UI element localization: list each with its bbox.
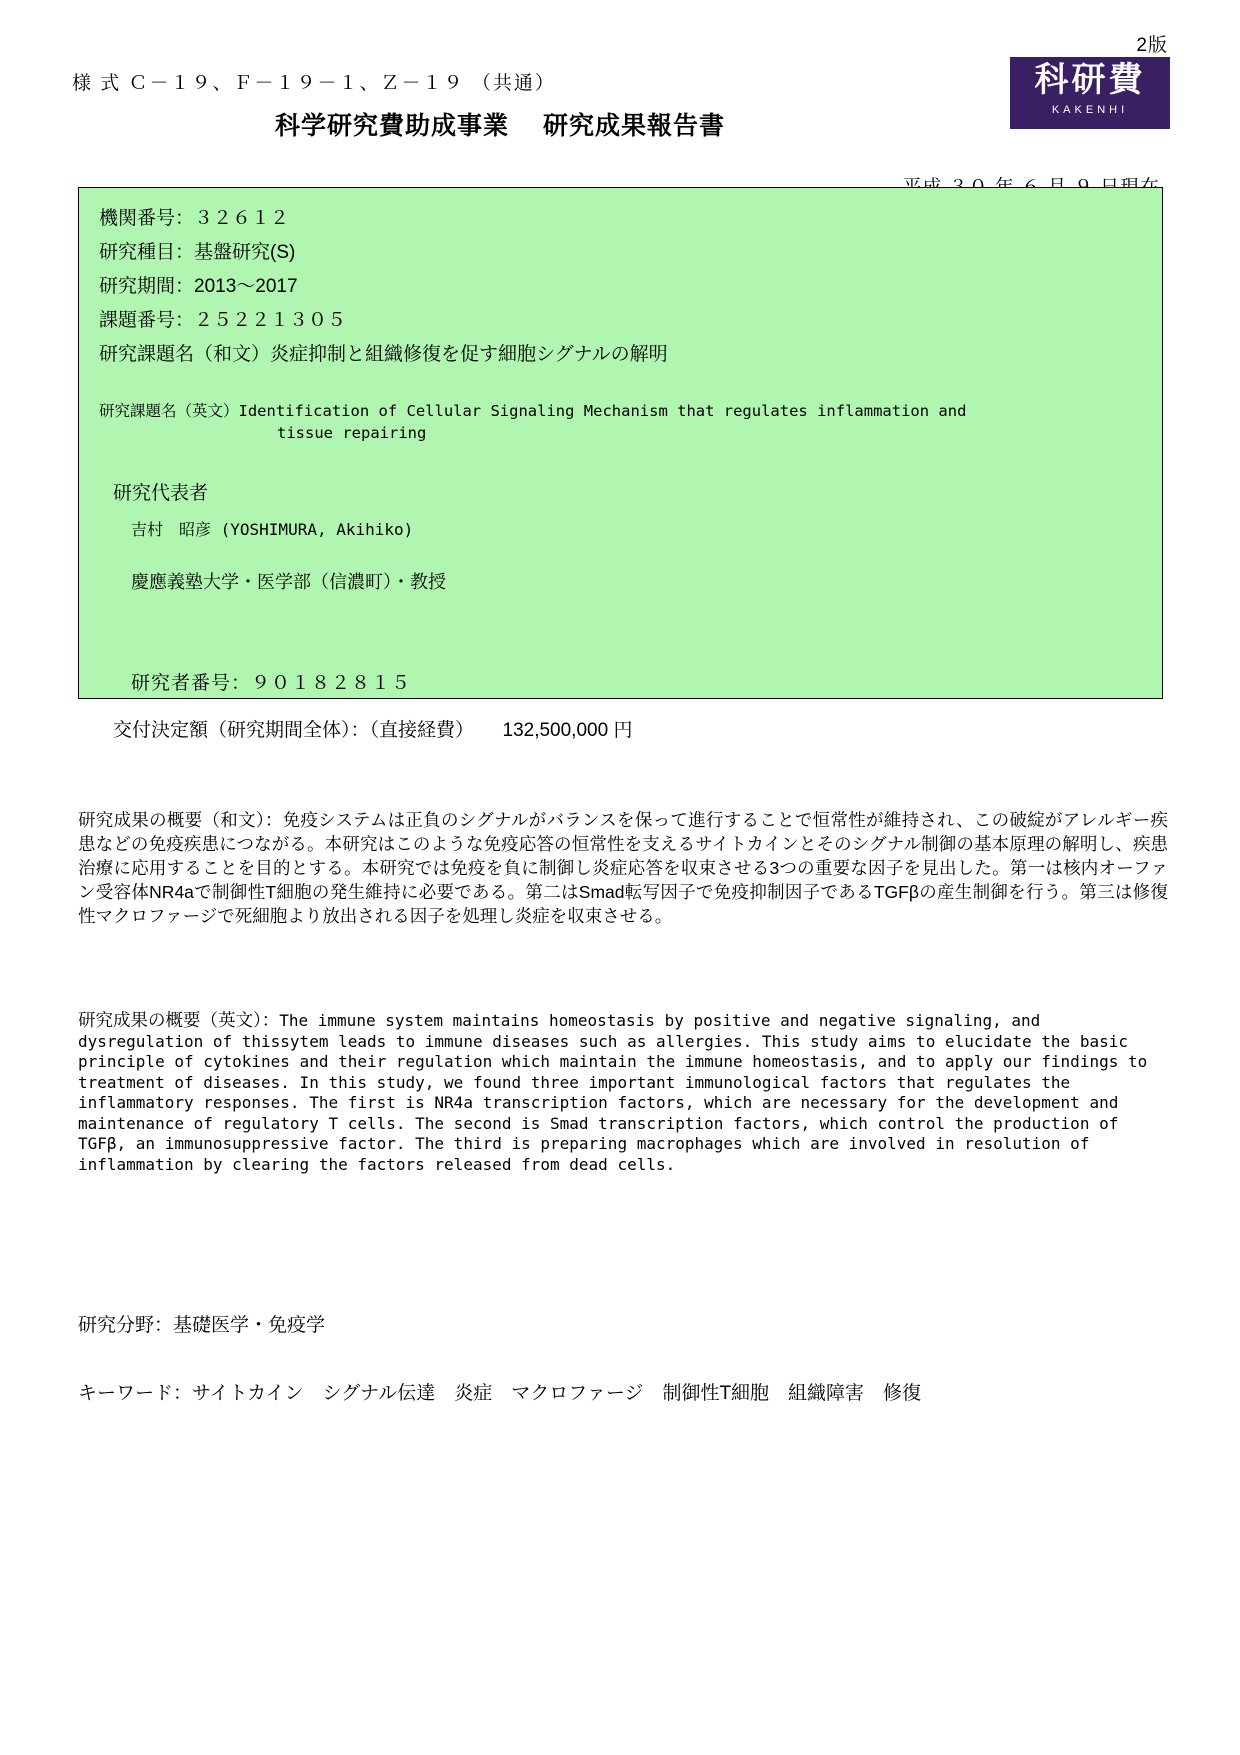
abstract-japanese: 研究成果の概要（和文）：免疫システムは正負のシグナルがバランスを保って進行することで恒常性が維持され、この破綻がアレルギー疾患などの免疫疾患につながる。本研究はこのような免疫応答の恒常性を支えるサイトカインとそのシグナル制御の基本原理の解明し、疾患治療に応用することを目的とする。本研究では免疫を負に制御し炎症応答を収束させる3つの重要な因子を見出した。第一は核内オーファン受容体NR4aで制御性T細胞の発生維持に必要である。第二はSmad転写因子で免疫抑制因子であるTGFβの産生制御を行う。第三は修復性マクロファージで死細胞より放出される因子を処理し炎症を収束させる。 — [78, 810, 1168, 926]
kakenhi-logo — [1010, 57, 1170, 129]
institution-number: 機関番号：３２６１２ — [99, 208, 290, 229]
abstract-english — [78, 1010, 1168, 1175]
project-title-en — [99, 400, 1142, 444]
page-title — [0, 106, 1000, 142]
project-title-en-label: 研究課題名（英文） — [99, 402, 239, 420]
researcher-number: 研究者番号：９０１８２８１５ — [131, 673, 412, 694]
grant-amount: 交付決定額（研究期間全体）：（直接経費） 132,500,000 円 — [113, 720, 633, 741]
abstract-english-text: The immune system maintains homeostasis by positive and negative signaling, and dysregulation of thissytem leads to immune diseases such as allergies. This study aims to elucidate the basic principle of cytokines and their regulation which maintain the immune homeostasis, and to apply our findings to treatment of diseases. In this study, we found three important immunological factors that regulates the inflammatory responses. The first is NR4a transcription factors, which are necessary for the development and maintenance of regulatory T cells. The second is Smad transcription factors, which control the production of TGFβ, an immunosuppressive factor. The third is preparing macrophages which are involved in resolution of inflammation by clearing the factors released from dead cells. — [78, 1011, 1148, 1174]
project-info-box — [78, 187, 1163, 741]
representative-name: 吉村 昭彦 (YOSHIMURA, Akihiko) — [131, 520, 414, 539]
abstract-english-label: 研究成果の概要（英文）： — [78, 1010, 280, 1030]
research-category: 研究種目：基盤研究(S) — [99, 242, 296, 263]
research-period: 研究期間：2013〜2017 — [99, 276, 298, 297]
project-title-en-line2: tissue repairing — [277, 424, 427, 442]
keywords: キーワード：サイトカイン シグナル伝達 炎症 マクロファージ 制御性T細胞 組織障害 修復 — [78, 1383, 922, 1404]
project-number: 課題番号：２５２２１３０５ — [99, 310, 347, 331]
page-title-left: 科学研究費助成事業 — [274, 113, 509, 140]
project-title-en-line1: Identification of Cellular Signaling Mechanism that regulates inflammation and — [238, 402, 967, 420]
logo-sub-text: KAKENHI — [1051, 104, 1129, 116]
form-code-label: 様 式 Ｃ－１９、Ｆ－１９－１、Ｚ－１９ （共通） — [72, 73, 556, 94]
project-title-ja: 研究課題名（和文）炎症抑制と組織修復を促す細胞シグナルの解明 — [99, 344, 668, 365]
logo-main-text: 科研費 — [1034, 62, 1146, 99]
representative-label: 研究代表者 — [113, 483, 209, 504]
representative-affiliation: 慶應義塾大学・医学部（信濃町）・教授 — [131, 572, 446, 592]
edition-label: 2版 — [1136, 35, 1168, 56]
research-field: 研究分野：基礎医学・免疫学 — [78, 1315, 326, 1336]
page-title-right: 研究成果報告書 — [543, 113, 726, 140]
